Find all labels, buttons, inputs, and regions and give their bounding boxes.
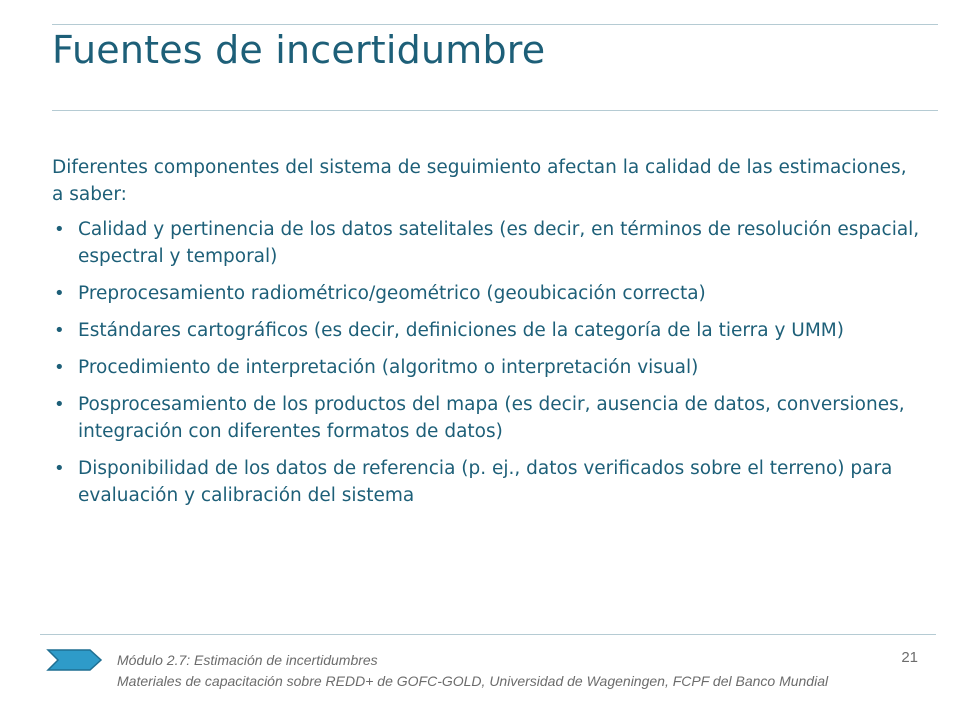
bullet-text: Disponibilidad de los datos de referencia (p. ej., datos verificados sobre el terreno) para evaluación y calibración del sistema xyxy=(78,458,893,506)
list-item xyxy=(52,354,922,381)
bullet-text: Posprocesamiento de los productos del mapa (es decir, ausencia de datos, conversiones, integración con diferentes formatos de datos) xyxy=(78,394,905,442)
list-item xyxy=(52,455,922,509)
title-divider xyxy=(52,110,938,111)
bullet-icon: • xyxy=(54,320,65,341)
intro-paragraph: Diferentes componentes del sistema de seguimiento afectan la calidad de las estimaciones, a saber: xyxy=(52,157,907,205)
slide-title: Fuentes de incertidumbre xyxy=(52,28,546,72)
chevron-arrow-icon xyxy=(46,648,104,672)
bullet-icon: • xyxy=(54,219,65,240)
bullet-text: Calidad y pertinencia de los datos satelitales (es decir, en términos de resolución espacial, espectral y temporal) xyxy=(78,219,920,267)
bullet-icon: • xyxy=(54,357,65,378)
bullet-text: Preprocesamiento radiométrico/geométrico (geoubicación correcta) xyxy=(78,283,706,304)
footer-credits: Materiales de capacitación sobre REDD+ de GOFC-GOLD, Universidad de Wageningen, FCPF del Banco Mundial xyxy=(117,673,829,689)
slide-body xyxy=(52,154,922,519)
bullet-text: Procedimiento de interpretación (algoritmo o interpretación visual) xyxy=(78,357,699,378)
bullet-icon: • xyxy=(54,458,65,479)
footer-module-title: Módulo 2.7: Estimación de incertidumbres xyxy=(117,652,378,668)
list-item xyxy=(52,280,922,307)
bullet-list xyxy=(52,216,922,509)
page-number: 21 xyxy=(901,649,918,666)
list-item xyxy=(52,317,922,344)
list-item xyxy=(52,391,922,445)
footer-divider xyxy=(40,634,936,635)
top-divider xyxy=(52,24,938,25)
bullet-icon: • xyxy=(54,283,65,304)
bullet-icon: • xyxy=(54,394,65,415)
list-item xyxy=(52,216,922,270)
bullet-text: Estándares cartográficos (es decir, definiciones de la categoría de la tierra y UMM) xyxy=(78,320,844,341)
footer-text xyxy=(117,650,857,692)
